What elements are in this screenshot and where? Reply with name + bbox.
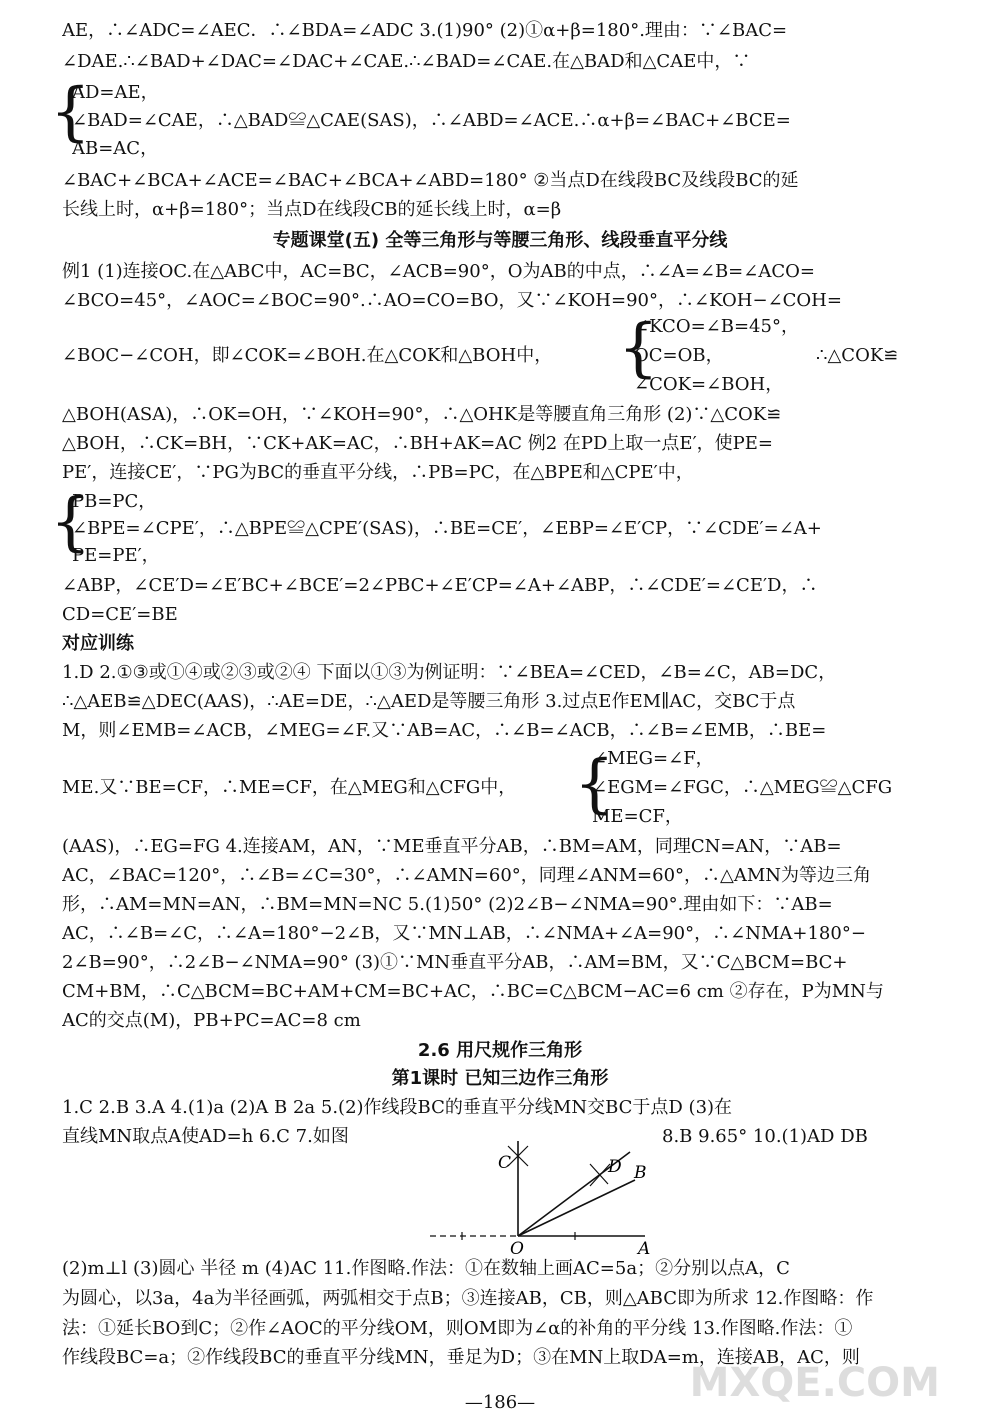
label-a: A	[638, 1239, 651, 1256]
text-line: AC的交点(M)，PB+PC=AC=8 cm	[62, 1010, 361, 1031]
text-line: AE，∴∠ADC=∠AEC．∴∠BDA=∠ADC 3.(1)90° (2)①α+β=180°.理由：∵∠BAC=	[62, 20, 788, 41]
text-line: 8.B 9.65° 10.(1)AD DB	[662, 1126, 868, 1147]
brace: {	[618, 311, 659, 385]
text-line: 直线MN取点A使AD=h 6.C 7.如图	[62, 1126, 349, 1147]
subsection-heading: 对应训练	[62, 633, 134, 654]
text-line: ∴△COK≌	[816, 345, 899, 366]
section-heading: 第1课时 已知三边作三角形	[391, 1068, 609, 1089]
text-line: PE′，连接CE′，∵PG为BC的垂直平分线，∴PB=PC，在△BPE和△CPE′中，	[62, 462, 694, 483]
label-c: C	[498, 1153, 512, 1173]
label-o: O	[510, 1239, 524, 1256]
text-line: AD=AE，	[72, 82, 159, 103]
text-line: ∠BAD=∠CAE，∴△BAD≌△CAE(SAS)，∴∠ABD=∠ACE.∴α+β=∠BAC+∠BCE=	[72, 110, 791, 131]
watermark: MXQE.COM	[689, 1360, 940, 1406]
text-line: (2)m⊥l (3)圆心 半径 m (4)AC 11.作图略.作法：①在数轴上画AC=5a；②分别以点A，C	[62, 1258, 790, 1279]
text-line: AC，∴∠B=∠C，∴∠A=180°−2∠B，又∵MN⊥AB，∴∠NMA+∠A=90°，∴∠NMA+180°−	[62, 923, 866, 944]
brace: {	[50, 75, 91, 149]
text-line: △BOH(ASA)，∴OK=OH，∵∠KOH=90°，∴△OHK是等腰直角三角形 (2)∵△COK≌	[62, 404, 782, 425]
text-line: ME.又∵BE=CF，∴ME=CF，在△MEG和△CFG中，	[62, 777, 517, 798]
text-line: 1.D 2.①③或①④或②③或②④ 下面以①③为例证明：∵∠BEA=∠CED，∠B=∠C，AB=DC，	[62, 662, 837, 683]
text-line: 例1 (1)连接OC.在△ABC中，AC=BC，∠ACB=90°，O为AB的中点，∴∠A=∠B=∠ACO=	[62, 261, 815, 282]
brace: {	[574, 747, 615, 821]
text-line: 法：①延长BO到C；②作∠AOC的平分线OM，则OM即为∠α的补角的平分线 13.作图略.作法：①	[62, 1318, 853, 1339]
label-d: D	[608, 1157, 622, 1177]
section-heading: 专题课堂(五) 全等三角形与等腰三角形、线段垂直平分线	[272, 230, 728, 251]
text-line: AB=AC，	[72, 138, 159, 159]
text-line: OC=OB，	[634, 345, 724, 366]
text-line: PE=PE′，	[72, 545, 160, 566]
text-line: (AAS)，∴EG=FG 4.连接AM，AN，∵ME垂直平分AB，∴BM=AM，同理CN=AN，∵AB=	[62, 836, 842, 857]
text-line: ∴△AEB≌△DEC(AAS)，∴AE=DE，∴△AED是等腰三角形 3.过点E作EM∥AC，交BC于点	[62, 691, 796, 712]
text-line: ∠BPE=∠CPE′，∴△BPE≌△CPE′(SAS)，∴BE=CE′，∠EBP=∠E′CP，∵∠CDE′=∠A+	[72, 518, 822, 539]
text-line: ∠BAC+∠BCA+∠ACE=∠BAC+∠BCA+∠ABD=180° ②当点D在线段BC及线段BC的延	[62, 170, 799, 191]
text-line: 2∠B=90°，∴2∠B−∠NMA=90° (3)①∵MN垂直平分AB，∴AM=BM，又∵C△BCM=BC+	[62, 952, 848, 973]
text-line: ∠COK=∠BOH，	[634, 374, 784, 395]
text-line: PB=PC，	[72, 491, 157, 512]
text-line: 作线段BC=a；②作线段BC的垂直平分线MN，垂足为D；③在MN上取DA=m，连接AB，AC，则	[62, 1347, 860, 1368]
label-b: B	[634, 1163, 647, 1183]
text-line: △BOH，∴CK=BH，∵CK+AK=AC，∴BH+AK=AC 例2 在PD上取一点E′，使PE=	[62, 433, 773, 454]
construction-figure	[430, 1136, 670, 1256]
text-line: 为圆心，以3a，4a为半径画弧，两弧相交于点B；③连接AB，CB，则△ABC即为所求 12.作图略：作	[62, 1288, 874, 1309]
ray-ob	[518, 1180, 635, 1236]
text-line: 形，∴AM=MN=AN，∴BM=MN=NC 5.(1)50° (2)2∠B−∠NMA=90°.理由如下：∵AB=	[62, 894, 833, 915]
text-line: AC，∠BAC=120°，∴∠B=∠C=30°，∴∠AMN=60°，同理∠ANM=60°，∴△AMN为等边三角	[62, 865, 872, 886]
text-line: 1.C 2.B 3.A 4.(1)a (2)A B 2a 5.(2)作线段BC的垂直平分线MN交BC于点D (3)在	[62, 1097, 733, 1118]
text-line: ∠EGM=∠FGC，∴△MEG≌△CFG	[592, 777, 893, 798]
text-line: ME=CF，	[592, 806, 683, 827]
page-number: —186—	[464, 1392, 536, 1413]
section-heading: 2.6 用尺规作三角形	[417, 1040, 583, 1061]
brace: {	[50, 485, 91, 559]
text-line: CM+BM，∴C△BCM=BC+AM+CM=BC+AC，∴BC=C△BCM−AC=6 cm ②存在，P为MN与	[62, 981, 884, 1002]
text-line: ∠KCO=∠B=45°，	[634, 316, 799, 337]
text-line: ∠BCO=45°，∠AOC=∠BOC=90°.∴AO=CO=BO，又∵∠KOH=90°，∴∠KOH−∠COH=	[62, 290, 842, 311]
text-line: CD=CE′=BE	[62, 604, 178, 625]
text-line: ∠BOC−∠COH，即∠COK=∠BOH.在△COK和△BOH中，	[62, 345, 553, 366]
text-line: ∠MEG=∠F，	[592, 748, 714, 769]
text-line: ∠DAE.∴∠BAD+∠DAC=∠DAC+∠CAE.∴∠BAD=∠CAE.在△BAD和△CAE中，∵	[62, 51, 751, 72]
text-line: 长线上时，α+β=180°；当点D在线段CB的延长线上时，α=β	[62, 199, 562, 220]
arc-mark-d	[590, 1164, 610, 1186]
text-line: M，则∠EMB=∠ACB，∠MEG=∠F.又∵AB=AC，∴∠B=∠ACB，∴∠B=∠EMB，∴BE=	[62, 720, 827, 741]
text-line: ∠ABP，∠CE′D=∠E′BC+∠BCE′=2∠PBC+∠E′CP=∠A+∠ABP，∴∠CDE′=∠CE′D，∴	[62, 575, 818, 596]
